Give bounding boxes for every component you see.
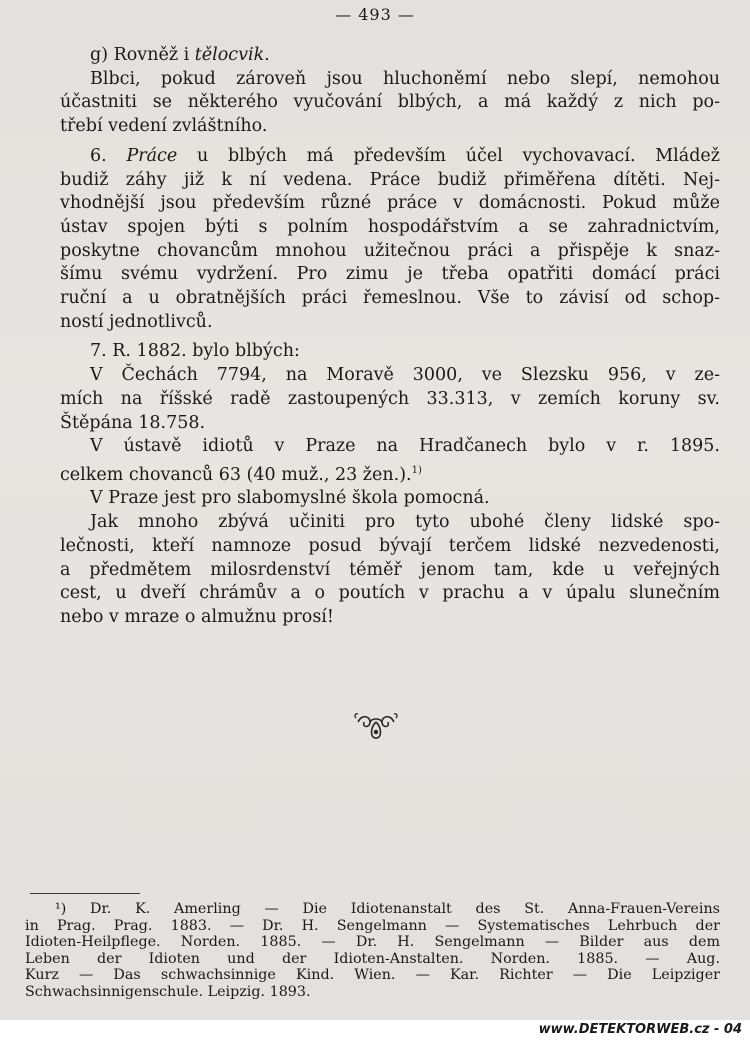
section-6-line: ruční a u obratnějších práci řemeslnou. Vše to závisí od schop- bbox=[60, 288, 720, 309]
watermark: www.DETEKTORWEB.cz - 04 bbox=[538, 1022, 742, 1037]
section-g-heading-prefix: g) Rovněž i bbox=[90, 45, 195, 65]
section-7 bbox=[60, 340, 720, 629]
section-7-para4-line: cest, u dveří chrámův a o poutích v prachu a v úpalu slunečním bbox=[60, 583, 720, 604]
section-6 bbox=[60, 145, 720, 335]
section-g-heading bbox=[60, 44, 720, 68]
section-7-para1-line: V Čechách 7794, na Moravě 3000, ve Slezsku 956, v ze- bbox=[90, 365, 720, 386]
section-7-para4-line: a předmětem milosrdenství téměř jenom tam, kde u veřejných bbox=[60, 559, 720, 580]
footnote-line: in Prag. Prag. 1883. — Dr. H. Sengelmann — Systematisches Lehrbuch der bbox=[25, 917, 720, 934]
section-g bbox=[60, 44, 720, 139]
body-text bbox=[60, 44, 720, 630]
section-6-first-line bbox=[60, 145, 720, 169]
section-7-para2-line: V ústavě idiotů v Praze na Hradčanech bylo v r. 1895. bbox=[90, 436, 720, 457]
section-g-line: Blbci, pokud zároveň jsou hluchoněmí nebo slepí, nemohou bbox=[90, 68, 720, 89]
section-g-heading-italic: tělocvik. bbox=[194, 45, 270, 65]
footnote-line: Schwachsinnigenschule. Leipzig. 1893. bbox=[25, 983, 311, 1000]
footnote-mark: 1) bbox=[411, 464, 422, 476]
section-7-para4-line: lečnosti, kteří namnoze posud bývají terčem lidské nezvedenosti, bbox=[60, 535, 720, 556]
section-6-first-line-rest: u blbých má především účel vychovavací. Mládež bbox=[177, 145, 720, 166]
section-7-para2-text: celkem chovanců 63 (40 muž., 23 žen.). bbox=[60, 464, 412, 485]
section-7-para1-line: Štěpána 18.758. bbox=[60, 412, 206, 433]
footnote-line: Leben der Idioten und der Idioten-Anstalten. Norden. 1885. — Aug. bbox=[25, 950, 720, 967]
section-7-para1-line: mích na říšské radě zastoupených 33.313, v zemích koruny sv. bbox=[60, 388, 720, 409]
section-6-line: ností jednotlivců. bbox=[60, 311, 213, 332]
section-6-line: šímu svému vydržení. Pro zimu je třeba opatřiti domácí práci bbox=[60, 264, 720, 285]
footnotes bbox=[25, 901, 720, 1001]
section-g-line: účastniti se některého vyučování blbých, a má každý z nich po- bbox=[60, 92, 720, 113]
section-6-line: budiž záhy již k ní vedena. Práce budiž přiměřena dítěti. Nej- bbox=[60, 169, 720, 190]
footnote-line: ¹) Dr. K. Amerling — Die Idiotenanstalt des St. Anna-Frauen-Vereins bbox=[55, 901, 720, 917]
section-6-italic: Práce bbox=[126, 145, 178, 166]
section-6-line: vhodnější jsou především různé práce v domácnosti. Pokud může bbox=[60, 193, 720, 214]
section-7-para4-line: Jak mnoho zbývá učiniti pro tyto ubohé členy lidské spo- bbox=[90, 512, 720, 533]
section-6-prefix: 6. bbox=[90, 145, 127, 166]
section-g-line: třebí vedení zvláštního. bbox=[60, 116, 268, 137]
section-7-para2-line bbox=[60, 459, 720, 488]
page-number: — 493 — bbox=[335, 5, 415, 24]
section-6-line: poskytne chovancům mnohou užitečnou práci a přispěje k snaz- bbox=[60, 240, 720, 261]
section-7-para3: V Praze jest pro slabomyslné škola pomocná. bbox=[90, 488, 490, 509]
footnote-line: Idioten-Heilpflege. Norden. 1885. — Dr. H. Sengelmann — Bilder aus dem bbox=[25, 934, 720, 951]
footnote-divider bbox=[30, 893, 140, 894]
section-6-line: ústav spojen býti s polním hospodářstvím a se zahradnictvím, bbox=[60, 216, 720, 237]
section-7-heading: 7. R. 1882. bylo blbých: bbox=[90, 341, 300, 362]
footnote-line: Kurz — Das schwachsinnige Kind. Wien. — Kar. Richter — Die Leipziger bbox=[25, 967, 720, 984]
section-7-para4-line: nebo v mraze o almužnu prosí! bbox=[60, 607, 334, 627]
floral-ornament-icon bbox=[352, 708, 400, 744]
